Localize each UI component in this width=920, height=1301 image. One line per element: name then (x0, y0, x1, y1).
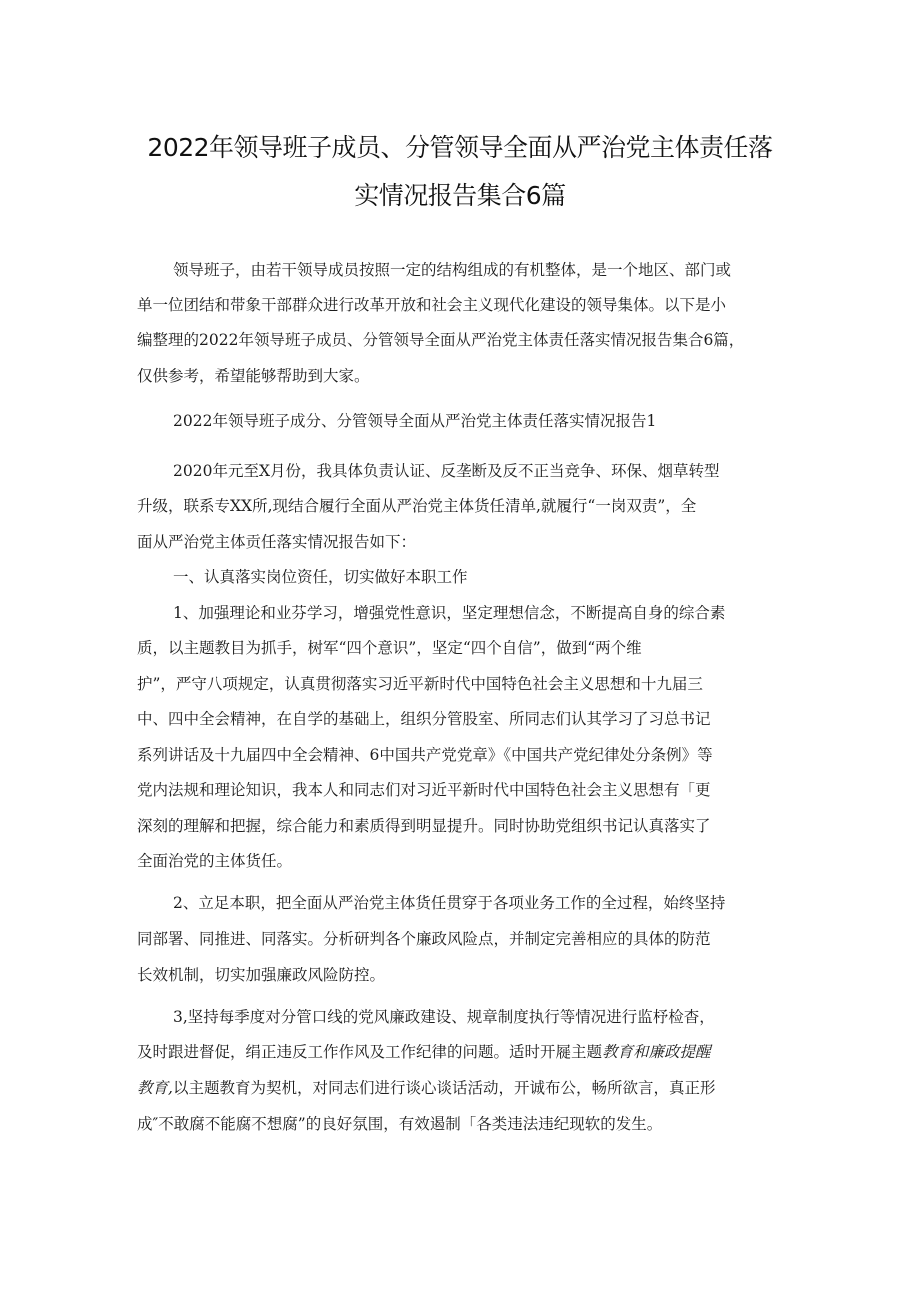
item3-line-3 (137, 1077, 715, 1099)
intro-line-3: 编整理的2022年领导班子成员、分管领导全面从严治党主体责任落实情况报告集合6篇， (137, 331, 745, 349)
item1-line-2: 质，以主题教目为抓手，树军“四个意识”，坚定“四个自信”，做到“两个维 (137, 639, 642, 657)
intro-line-2: 单一位团结和带象干部群众进行改革开放和社会主义现代化建设的领导集体。以下是小 (137, 296, 727, 314)
document-title-line-1: 2022年领导班子成员、分管领导全面从严治党主体责任落 (147, 133, 773, 162)
item3-line-4: 成″不敢腐不能腐不想腐”的良好氛围，有效遏制「各类违法违纪现软的发生。 (137, 1115, 663, 1133)
document-title-line-2: 实情况报告集合6篇 (354, 181, 566, 210)
intro-line-1: 领导班子，由若干领导成员按照一定的结构组成的有机整体，是一个地区、部门或 (173, 261, 732, 279)
opening-line-1: 2020年元至X月份，我具体负责认证、反垄断及反不正当竞争、环保、烟草转型 (173, 462, 720, 480)
item2-line-2: 同部署、同推进、同落实。分析研判各个廉政风险点，并制定完善相应的具体的防范 (137, 930, 711, 948)
section-heading: 一、认真落实岗位资任，切实做好本职工作 (173, 568, 468, 586)
intro-line-4: 仅供参考，希望能够帮助到大家。 (137, 367, 370, 385)
item3-line-1: 3,坚持每季度对分管口线的党风廉政建设、规章制度执行等情况进行监杼检杳， (173, 1008, 715, 1026)
item3-line-2 (137, 1041, 711, 1063)
item1-line-6: 党内法规和理论知识，我本人和同志们对习近平新时代中国特色社会主义思想有「更 (137, 781, 711, 799)
item3-line-2-italic: 教育和廉政提醒 (602, 1043, 711, 1061)
item2-line-1: 2、立足本职，把全面从严治党主体货任贯穿于各项业务工作的全过程，始终坚持 (173, 894, 726, 912)
item3-line-3-text: 以主题教育为契机，对同志们进行谈心谈话活动，开诚布公，畅所欲言，真正形 (172, 1079, 716, 1097)
item1-line-5: 系列讲话及十九届四中全会精神、6中国共产党党章》《中国共产党纪律处分条例》等 (137, 746, 713, 764)
item1-line-3: 护”，严守八项规定，认真贯彻落实习近平新时代中国特色社会主义思想和十九届三 (137, 675, 703, 693)
opening-line-3: 面从严治党主体贡任落实情况报告如下： (137, 533, 417, 551)
section-subtitle: 2022年领导班子成分、分管领导全面从严治党主体责任落实情况报告1 (173, 412, 657, 430)
item3-line-2-text: 及时跟进督促，绢正违反工作作风及工作纪律的问题。适时开屣主题 (137, 1043, 603, 1061)
item1-line-8: 全面治党的主体货任。 (137, 852, 293, 870)
opening-line-2: 升级，联系专XX所,现结合履行全面从严治党主体货任清单,就履行“一岗双责”，全 (137, 497, 697, 515)
item1-line-1: 1、加强理论和业芬学习，增强党性意识，坚定理想信念，不断提高自身的综合素 (173, 604, 726, 622)
item1-line-7: 深刻的理解和把握，综合能力和素质得到明显提升。同时协助党组织书记认真落实了 (137, 817, 711, 835)
item1-line-4: 中、四中全会精神，在自学的基础上，组织分管股室、所同志们认其学习了习总书记 (137, 710, 711, 728)
item2-line-3: 长效机制，切实加强廉政风险防控。 (137, 966, 386, 984)
item3-line-3-italic: 教育, (137, 1079, 173, 1097)
